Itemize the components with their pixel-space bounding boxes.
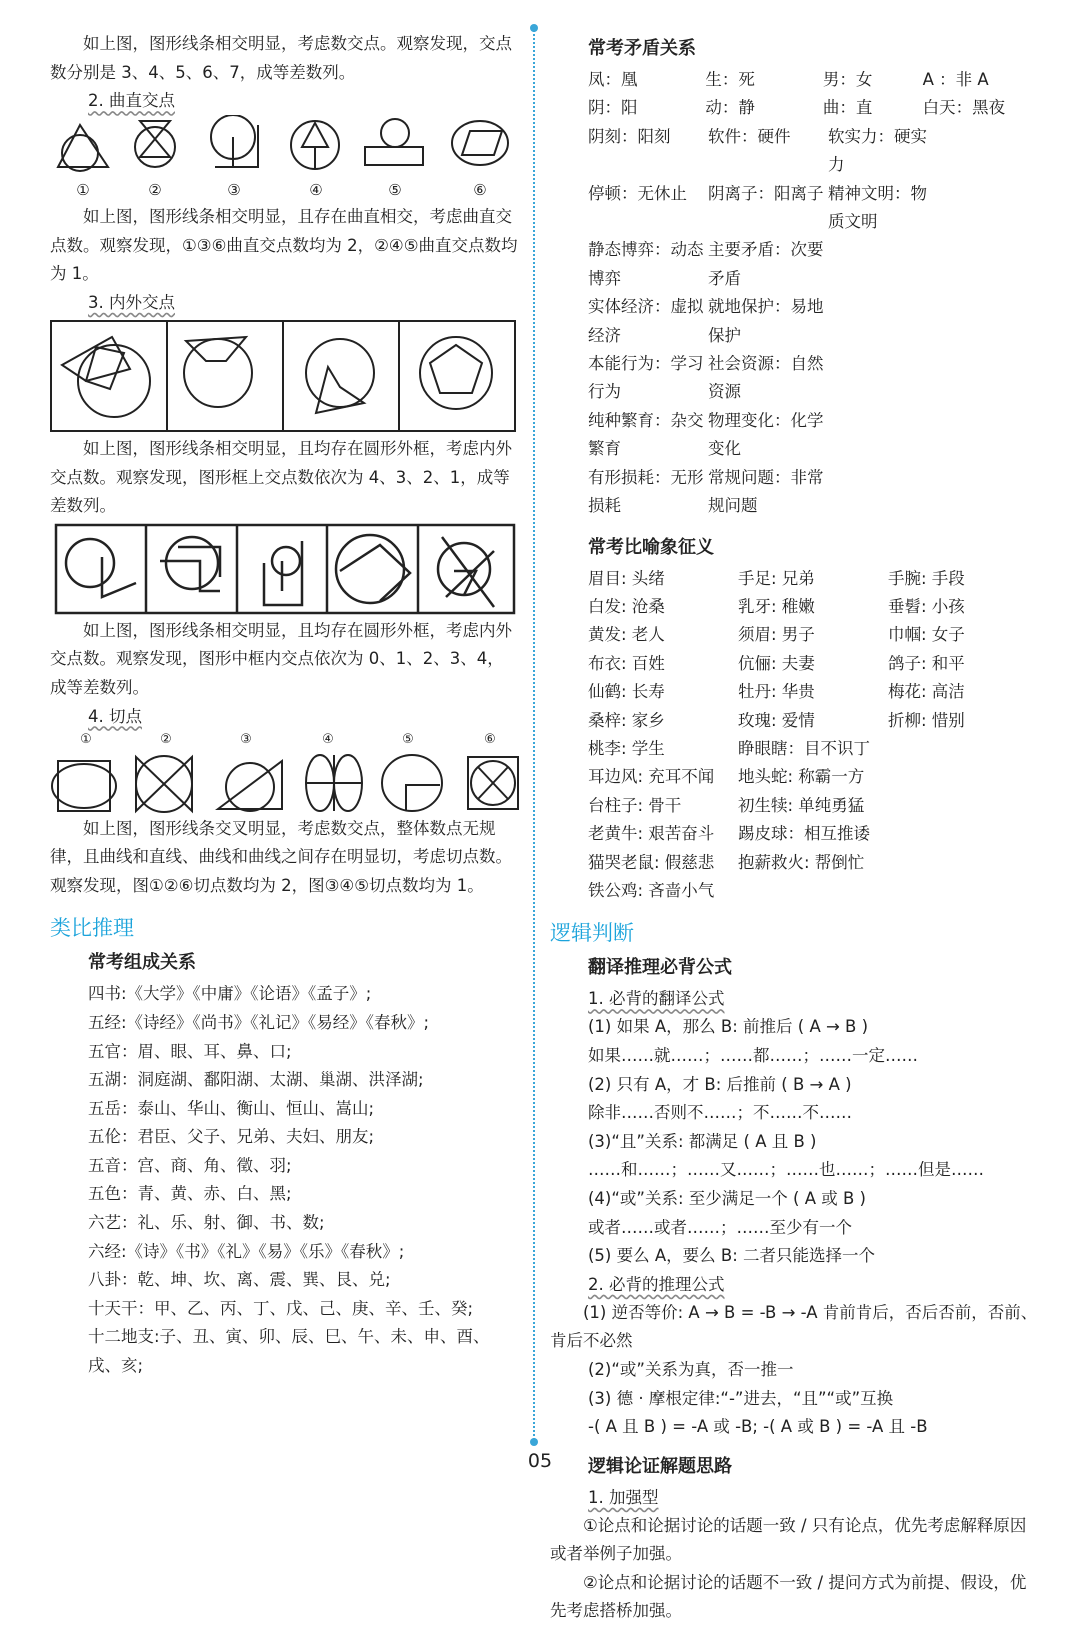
figure-label: ②: [160, 731, 172, 747]
list-item: 五经:《诗经》《尚书》《礼记》《易经》《春秋》;: [88, 1012, 430, 1032]
table-cell: 停顿：无休止: [588, 183, 687, 203]
subheading: 2. 必背的推理公式: [588, 1274, 725, 1294]
list-item: (2) 只有 A，才 B: 后推前 ( B → A ): [588, 1074, 852, 1094]
table-cell: 桃李: 学生: [588, 738, 665, 758]
paragraph: (2)“或”关系为真，否一推一: [588, 1359, 794, 1379]
paragraph: 如上图，图形线条交叉明显，考虑数交点，整体数点无规律，且曲线和直线、曲线和曲线之间存在明显切，考虑切点数。观察发现，图①②⑥切点数均为 2，图③④⑤切点数均为 1。: [50, 818, 512, 895]
list-item: 六艺：礼、乐、射、御、书、数;: [88, 1213, 325, 1233]
paragraph: 如上图，图形线条相交明显，且均存在圆形外框，考虑内外交点数。观察发现，图形框上交点数依次为 4、3、2、1，成等差数列。: [50, 438, 512, 516]
figure-label: ①: [76, 181, 90, 200]
subsection-heading: 常考组成关系: [88, 952, 196, 974]
figure-label: ⑥: [484, 731, 496, 747]
table-cell: A ：非 A: [922, 70, 989, 89]
table-cell: 男：女: [822, 70, 873, 89]
table-cell: 铁公鸡: 吝啬小气: [588, 880, 715, 900]
metaphor-table: [550, 565, 1040, 906]
table-cell: 踢皮球：相互推诿: [738, 824, 870, 844]
paragraph: -( A 且 B ) = -A 或 -B; -( A 或 B ) = -A 且 -B: [588, 1417, 928, 1437]
figure-label: ④: [322, 731, 334, 747]
table-row: [588, 621, 1040, 649]
table-cell: 眉目: 头绪: [588, 568, 665, 588]
subsection-heading: 翻译推理必背公式: [588, 957, 732, 979]
table-cell: 老黄牛: 艰苦奋斗: [588, 824, 715, 844]
table-cell: 手腕: 手段: [888, 568, 965, 588]
table-cell: 阴：阳: [588, 98, 638, 118]
paragraph: ①论点和论据讨论的话题一致 / 只有论点，优先考虑解释原因或者举例子加强。: [550, 1515, 1027, 1564]
list-item: 六经:《诗》《书》《礼》《易》《乐》《春秋》;: [88, 1241, 405, 1261]
page-number: 05: [527, 1450, 553, 1472]
list-item: 五音：宫、商、角、徵、羽;: [88, 1155, 292, 1175]
table-cell: 常规问题：非常规问题: [708, 467, 824, 516]
table-cell: 黄发: 老人: [588, 625, 665, 645]
list-item: 十二地支:子、丑、寅、卯、辰、巳、午、未、申、酉、戌、亥;: [88, 1327, 490, 1376]
figure-label: ③: [240, 731, 252, 747]
table-cell: 梅花: 高洁: [888, 682, 965, 702]
table-cell: 鸽子: 和平: [888, 653, 965, 673]
table-cell: 手足: 兄弟: [738, 568, 815, 588]
table-cell: 就地保护：易地保护: [708, 297, 824, 345]
figure-label: ①: [80, 731, 92, 747]
composition-list: [50, 980, 520, 1380]
subsection-heading: 常考矛盾关系: [588, 38, 696, 59]
table-cell: 静态博弈：动态博弈: [588, 240, 704, 288]
list-item: 五官：眉、眼、耳、鼻、口;: [88, 1041, 292, 1061]
subheading: 2. 曲直交点: [88, 91, 175, 111]
table-cell: 伉俪: 夫妻: [738, 653, 815, 673]
table-cell: 曲：直: [822, 98, 873, 118]
figure-curve-line-intersections: [50, 115, 520, 203]
translation-formula-list: [550, 1013, 1040, 1270]
table-cell: 生：死: [705, 70, 755, 89]
list-item: ……和……；……又……；……也……；……但是……: [588, 1160, 984, 1180]
table-row: [588, 407, 1040, 464]
column-divider: [533, 30, 535, 1440]
table-cell: 猫哭老鼠: 假慈悲: [588, 852, 715, 872]
figure-label: ③: [227, 181, 241, 200]
table-cell: 地头蛇: 称霸一方: [738, 767, 865, 787]
table-cell: 动：静: [705, 98, 755, 118]
table-cell: 玫瑰: 爱情: [738, 710, 815, 730]
contradiction-table: [550, 66, 1040, 521]
table-cell: 牡丹: 华贵: [738, 682, 815, 702]
list-item: 除非……否则不……；不……不……: [588, 1103, 852, 1123]
paragraph: 如上图，图形线条相交明显，考虑数交点。观察发现，交点数分别是 3、4、5、6、7，成等差数列。: [50, 34, 512, 82]
section-heading: 逻辑判断: [550, 921, 634, 946]
table-cell: 物理变化：化学变化: [708, 410, 824, 459]
list-item: (4)“或”关系: 至少满足一个 ( A 或 B ): [588, 1188, 866, 1208]
figure-label: ⑤: [388, 181, 402, 200]
list-item: (1) 如果 A，那么 B: 前推后 ( A → B ): [588, 1017, 869, 1037]
list-item: (3)“且”关系: 都满足 ( A 且 B ): [588, 1131, 817, 1151]
table-row: [588, 678, 1040, 706]
table-cell: 本能行为：学习行为: [588, 354, 704, 402]
right-column: [550, 0, 1040, 1626]
table-cell: 纯种繁育：杂交繁育: [588, 410, 704, 459]
table-cell: 台柱子: 骨干: [588, 795, 682, 815]
paragraph: ②论点和论据讨论的话题不一致 / 提问方式为前提、假设，优先考虑搭桥加强。: [550, 1572, 1027, 1621]
figure-inner-outer-points: [50, 317, 520, 435]
table-row: [588, 565, 1040, 593]
table-cell: 社会资源：自然资源: [708, 354, 824, 402]
figure-label: ④: [309, 181, 323, 200]
list-item: 五岳：泰山、华山、衡山、恒山、嵩山;: [88, 1098, 375, 1118]
paragraph: 如上图，图形线条相交明显，且存在曲直相交，考虑曲直交点数。观察发现，①③⑥曲直交点数均为 2，②④⑤曲直交点数均为 1。: [50, 207, 518, 284]
table-row: [588, 877, 1040, 905]
table-row: [588, 94, 1040, 122]
table-row: [588, 350, 1040, 407]
figure-label: ⑤: [402, 731, 414, 747]
left-column: [50, 0, 520, 1381]
table-row: [588, 180, 1040, 237]
table-row: [588, 123, 1040, 180]
table-row: [588, 792, 1040, 820]
table-row: [588, 293, 1040, 350]
figure-tangent-points: [50, 731, 520, 815]
table-row: [588, 593, 1040, 621]
figure-frame-points: [50, 521, 520, 617]
table-row: [588, 849, 1040, 877]
subheading: 1. 必背的翻译公式: [588, 989, 725, 1009]
table-cell: 乳牙: 稚嫩: [738, 596, 815, 616]
table-cell: 阴刻：阳刻: [588, 126, 671, 146]
table-row: [588, 820, 1040, 848]
table-cell: 阴离子：阳离子: [708, 183, 824, 203]
list-item: 五湖：洞庭湖、鄱阳湖、太湖、巢湖、洪泽湖;: [88, 1070, 424, 1090]
table-cell: 耳边风: 充耳不闻: [588, 767, 715, 787]
list-item: 如果……就……；……都……；……一定……: [588, 1045, 918, 1065]
table-cell: 垂髫: 小孩: [888, 596, 965, 616]
table-cell: 软件：硬件: [708, 126, 791, 146]
table-row: [588, 763, 1040, 791]
table-cell: 有形损耗：无形损耗: [588, 467, 704, 516]
table-cell: 凤：凰: [588, 70, 638, 89]
subsection-heading: 逻辑论证解题思路: [588, 1455, 732, 1477]
table-cell: 白天：黑夜: [922, 98, 1006, 118]
list-item: (5) 要么 A，要么 B: 二者只能选择一个: [588, 1246, 876, 1266]
table-row: [588, 66, 1040, 94]
table-row: [588, 650, 1040, 678]
table-cell: 睁眼瞎：目不识丁: [738, 738, 870, 758]
table-cell: 初生犊: 单纯勇猛: [738, 795, 865, 815]
table-cell: 布衣: 百姓: [588, 653, 665, 673]
list-item: 或者……或者……；……至少有一个: [588, 1217, 852, 1237]
subheading: 1. 加强型: [588, 1487, 659, 1507]
paragraph: (3) 德 · 摩根定律:“-”进去，“且”“或”互换: [588, 1388, 894, 1408]
list-item: 五伦：君臣、父子、兄弟、夫妇、朋友;: [88, 1127, 375, 1147]
table-row: [588, 236, 1040, 293]
list-item: 五色：青、黄、赤、白、黑;: [88, 1184, 292, 1204]
paragraph: (1) 逆否等价: A → B = -B → -A 肯前肯后，否后否前，否前、肯后不必然: [550, 1302, 1038, 1351]
table-row: [588, 464, 1040, 521]
table-cell: 须眉: 男子: [738, 625, 815, 645]
table-cell: 桑梓: 家乡: [588, 710, 665, 730]
list-item: 十天干：甲、乙、丙、丁、戊、己、庚、辛、壬、癸;: [88, 1298, 474, 1318]
table-cell: 精神文明：物质文明: [828, 183, 927, 232]
subheading: 3. 内外交点: [88, 292, 175, 312]
table-cell: 仙鹤: 长寿: [588, 682, 665, 702]
table-cell: 抱薪救火: 帮倒忙: [738, 852, 865, 872]
table-cell: 折柳: 惜别: [888, 710, 965, 730]
table-cell: 主要矛盾：次要矛盾: [708, 240, 824, 288]
paragraph: 如上图，图形线条相交明显，且均存在圆形外框，考虑内外交点数。观察发现，图形中框内交点依次为 0、1、2、3、4，成等差数列。: [50, 620, 512, 697]
table-cell: 实体经济：虚拟经济: [588, 297, 704, 345]
table-cell: 软实力：硬实力: [828, 126, 927, 175]
table-row: [588, 707, 1040, 735]
section-heading: 类比推理: [50, 916, 134, 941]
figure-label: ⑥: [473, 181, 487, 200]
figure-label: ②: [148, 181, 162, 200]
table-cell: 巾帼: 女子: [888, 625, 965, 645]
subheading: 4. 切点: [88, 706, 142, 726]
table-row: [588, 735, 1040, 763]
list-item: 八卦：乾、坤、坎、离、震、巽、艮、兑;: [88, 1270, 391, 1290]
subsection-heading: 常考比喻象征义: [588, 536, 714, 558]
list-item: 四书:《大学》《中庸》《论语》《孟子》;: [88, 984, 372, 1004]
table-cell: 白发: 沧桑: [588, 596, 665, 616]
